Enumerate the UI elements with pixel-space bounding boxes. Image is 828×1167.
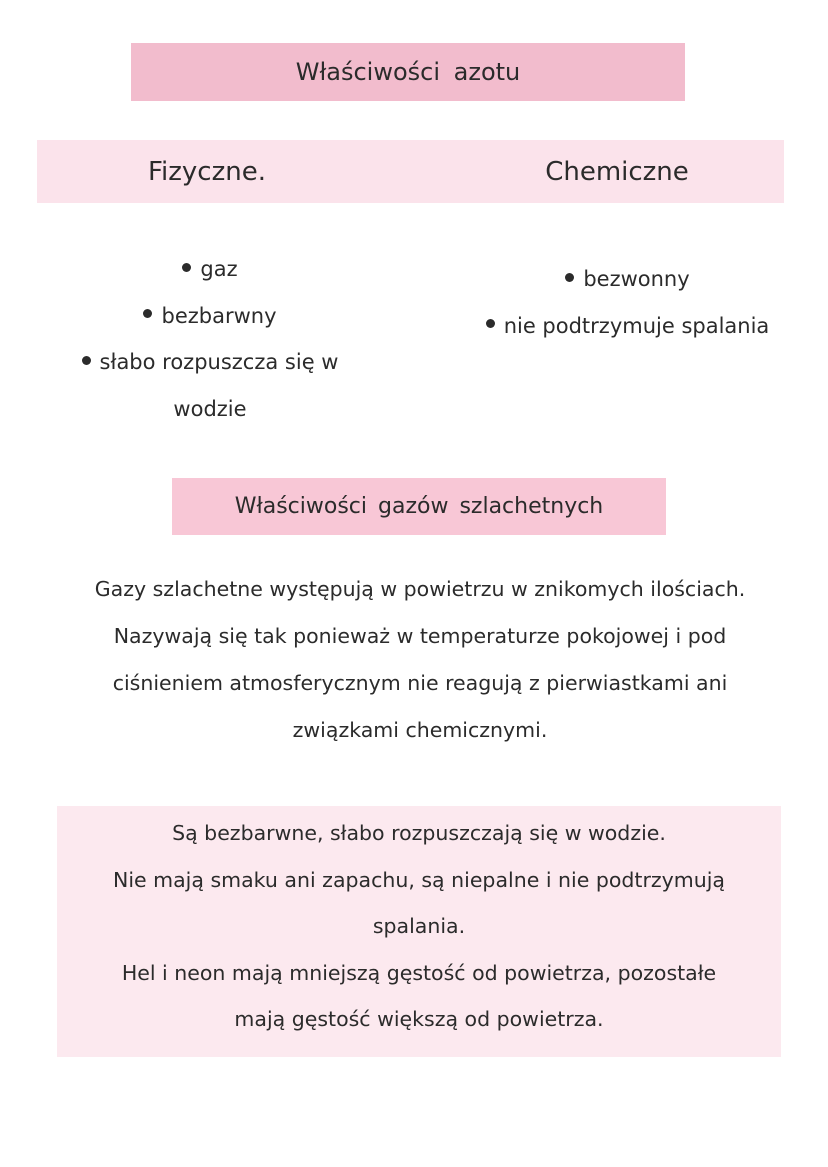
list-item [50,293,370,340]
nitrogen-title: Właściwości azotu [295,58,521,86]
list-item [460,303,795,350]
list-item [50,246,370,293]
bullet-icon [143,309,152,318]
bullet-icon [82,356,91,365]
list-item-text: gaz [200,257,238,281]
box-line: Hel i neon mają mniejszą gęstość od powietrza, pozostałe [121,960,717,985]
physical-heading: Fizyczne. [147,156,266,187]
noble-gases-title: Właściwości gazów szlachetnych [234,494,604,519]
chemical-heading: Chemiczne [545,156,689,187]
bullet-icon [486,319,495,328]
noble-gases-intro [40,566,800,754]
intro-line: Nazywają się tak ponieważ w temperaturze pokojowej i pod [113,624,727,648]
noble-gases-title-banner [172,478,666,535]
box-line: spalania. [372,914,466,938]
nitrogen-title-banner [131,43,685,101]
box-line: Nie mają smaku ani zapachu, są niepalne i nie podtrzymują [112,867,725,892]
list-item-text: nie podtrzymuje spalania [503,313,770,338]
intro-line: Gazy szlachetne występują w powietrzu w znikomych ilościach. [94,577,746,601]
list-item [50,339,370,432]
bullet-icon [565,273,574,282]
bullet-icon [182,263,191,272]
list-item-text: bezwonny [583,267,690,291]
intro-line: związkami chemicznymi. [292,718,548,742]
noble-gases-properties-box [57,806,781,1057]
physical-properties-list [50,246,370,432]
list-item-text: słabo rozpuszcza się w wodzie [99,350,339,421]
box-line: Są bezbarwne, słabo rozpuszczają się w wodzie. [172,821,666,845]
intro-line: ciśnieniem atmosferycznym nie reagują z pierwiastkami ani [112,671,728,695]
properties-box-text [67,810,771,1043]
columns-header-bar [37,140,784,203]
box-line: mają gęstość większą od powietrza. [234,1007,604,1031]
list-item [460,256,795,303]
chemical-properties-list [460,256,795,349]
list-item-text: bezbarwny [161,303,277,328]
